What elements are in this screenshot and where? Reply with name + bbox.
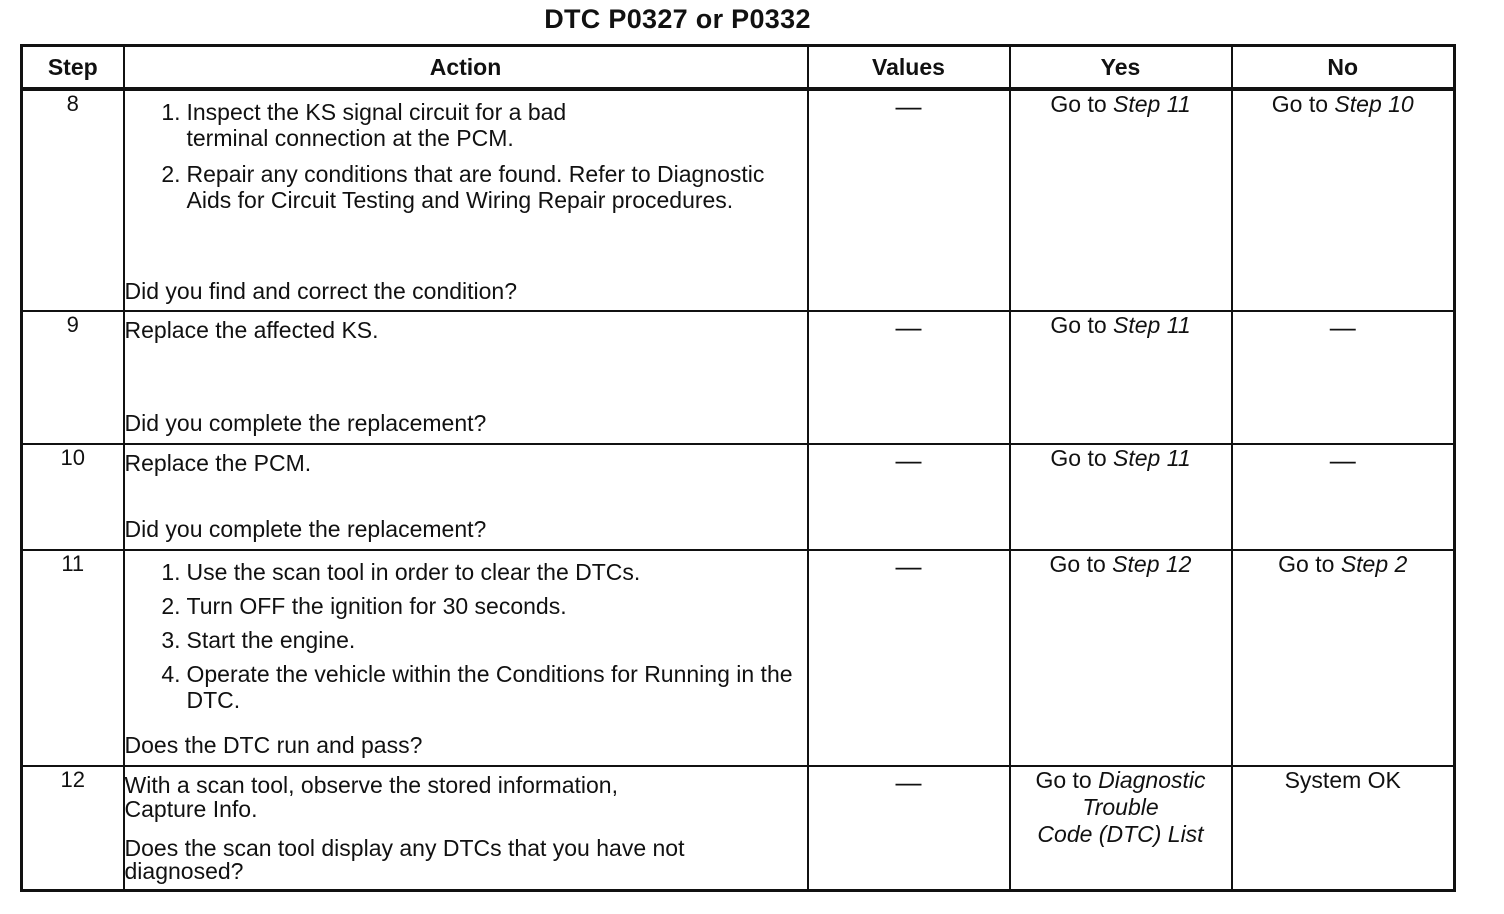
no-cell: Go to Step 2 xyxy=(1232,550,1455,766)
yes-link: Step 11 xyxy=(1113,445,1191,471)
action-instruction: Replace the affected KS. xyxy=(124,317,379,343)
action-cell xyxy=(124,550,808,766)
yes-link: Step 12 xyxy=(1112,551,1192,577)
header-no: No xyxy=(1232,46,1455,90)
action-instruction: Replace the PCM. xyxy=(124,450,312,476)
diagnostic-table xyxy=(20,44,1456,892)
action-cell xyxy=(124,311,808,444)
step-number: 10 xyxy=(22,444,124,550)
no-link: Step 2 xyxy=(1340,551,1408,577)
page-title: DTC P0327 or P0332 xyxy=(544,4,811,34)
header-yes: Yes xyxy=(1010,46,1232,90)
yes-cell: Go to Step 11 xyxy=(1010,311,1232,444)
yes-cell: Go to Step 12 xyxy=(1010,550,1232,766)
yes-cell: Go to Diagnostic Trouble Code (DTC) List xyxy=(1010,766,1232,890)
yes-cell: Go to Step 11 xyxy=(1010,89,1232,311)
step-number: 8 xyxy=(22,89,124,311)
action-cell xyxy=(124,444,808,550)
header-row xyxy=(22,46,1455,90)
step-number: 12 xyxy=(22,766,124,890)
list-item: 3. Start the engine. xyxy=(161,627,356,653)
yes-link: Step 11 xyxy=(1113,91,1191,117)
header-values: Values xyxy=(808,46,1010,90)
no-cell: — xyxy=(1232,311,1455,444)
values-cell: — xyxy=(808,766,1010,890)
step-number: 9 xyxy=(22,311,124,444)
list-item: 2. Turn OFF the ignition for 30 seconds. xyxy=(161,593,567,619)
values-cell: — xyxy=(808,311,1010,444)
yes-cell: Go to Step 11 xyxy=(1010,444,1232,550)
no-cell: Go to Step 10 xyxy=(1232,89,1455,311)
list-item: 2. Repair any conditions that are found. Refer to Diagnostic Aids for Circuit Testing and Wiring Repair procedures. xyxy=(161,161,765,213)
action-question: Did you complete the replacement? xyxy=(124,516,487,542)
table-row xyxy=(22,550,1455,766)
action-list xyxy=(125,553,807,713)
values-cell: — xyxy=(808,550,1010,766)
list-item: 1. Use the scan tool in order to clear the DTCs. xyxy=(161,559,641,585)
no-cell: System OK xyxy=(1232,766,1455,890)
step-number: 11 xyxy=(22,550,124,766)
action-question: Does the DTC run and pass? xyxy=(124,732,423,758)
no-cell: — xyxy=(1232,444,1455,550)
values-cell: — xyxy=(808,89,1010,311)
no-link: Step 10 xyxy=(1334,91,1414,117)
header-step: Step xyxy=(22,46,124,90)
table-row xyxy=(22,766,1455,890)
action-cell xyxy=(124,766,808,890)
action-cell xyxy=(124,89,808,311)
table-row xyxy=(22,89,1455,311)
header-action: Action xyxy=(124,46,808,90)
yes-link: Diagnostic xyxy=(1098,767,1206,793)
action-instruction: With a scan tool, observe the stored information, Capture Info. xyxy=(124,772,618,822)
action-question: Does the scan tool display any DTCs that you have not diagnosed? xyxy=(124,835,685,884)
action-question: Did you find and correct the condition? xyxy=(124,278,518,304)
list-item: 4. Operate the vehicle within the Conditions for Running in the DTC. xyxy=(161,661,793,713)
values-cell: — xyxy=(808,444,1010,550)
action-list xyxy=(125,93,807,213)
list-item: 1. Inspect the KS signal circuit for a bad terminal connection at the PCM. xyxy=(161,99,567,151)
yes-link: Step 11 xyxy=(1113,312,1191,338)
action-question: Did you complete the replacement? xyxy=(124,410,487,436)
table-row xyxy=(22,311,1455,444)
table-row xyxy=(22,444,1455,550)
